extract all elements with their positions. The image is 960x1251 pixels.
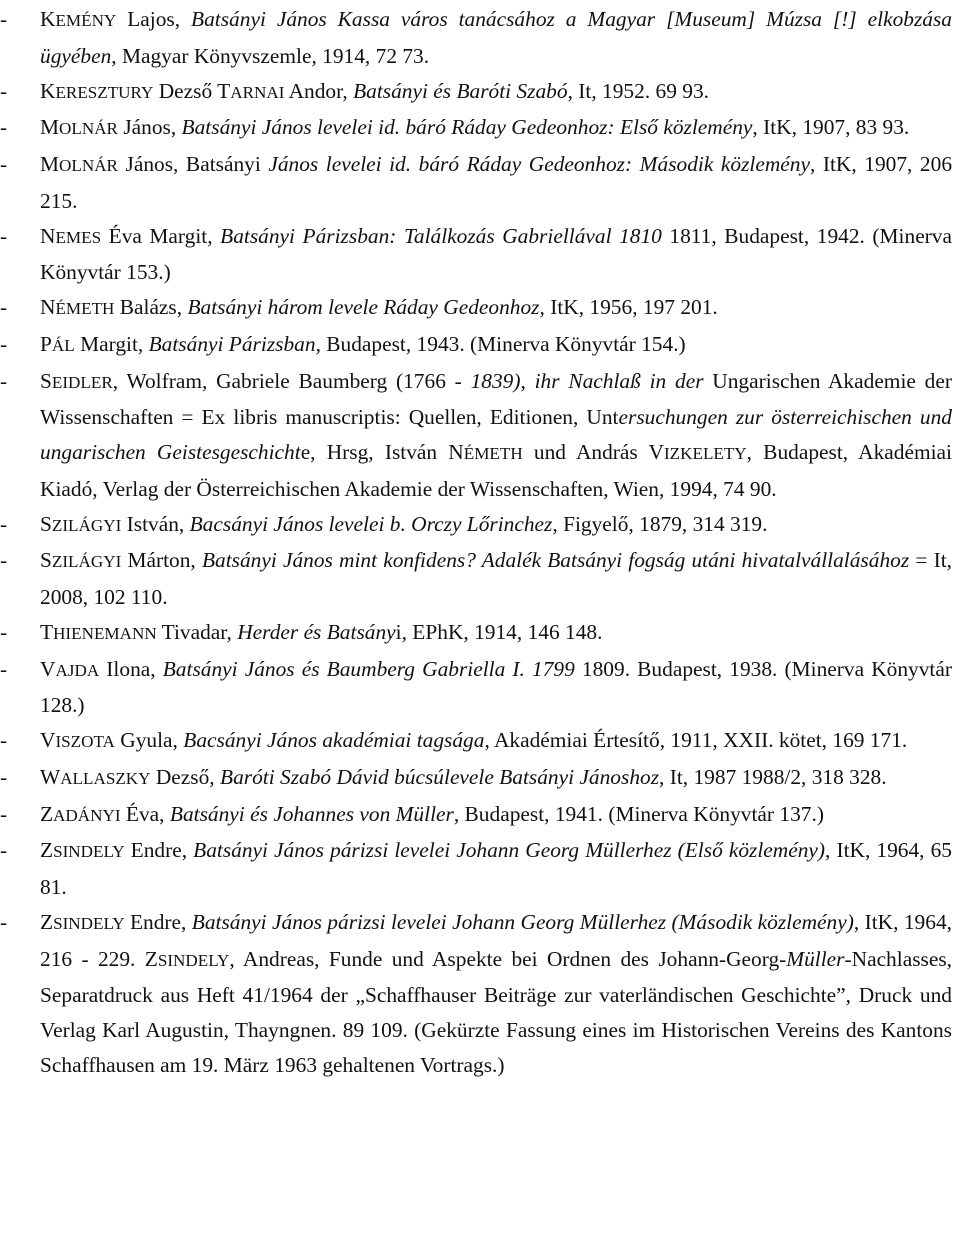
entry-author-surname: N	[448, 440, 464, 464]
entry-text: , Akadémiai Értesítő, 1911, XXII. kötet, 169 171.	[484, 728, 908, 752]
entry-author-surname: ADÁNYI	[53, 805, 121, 825]
entry-author-surname: Z	[40, 838, 54, 863]
entry-author-surname: ISZOTA	[55, 732, 115, 751]
entry-text: Éva,	[120, 801, 170, 826]
entry-title-text: Batsányi János párizsi levelei Johann Georg Müllerhez (Második közlemény)	[191, 909, 854, 934]
entry-text: , Figyelő, 1879, 314 319.	[552, 511, 768, 536]
entry-text: -Nachlasses, Separatdruck aus Heft 41/1964 der „Schaffhauser Beiträge zur vaterländischen Geschichte”, Druck und Verlag Karl Augustin, Thayngnen. 89 109. (Gekürzte Fassung eines im Historischen Vereins des Kantons Schaffhausen am 19. März 1963 gehaltenen Vortrags.)	[40, 946, 953, 1077]
entry-author-surname: M	[40, 115, 60, 140]
entry-text: , Budapest, 1941. (Minerva Könyvtár 137.)	[453, 801, 824, 826]
bibliography-entry	[0, 290, 952, 327]
entry-author-surname: EMES	[55, 227, 102, 247]
entry-dash: -	[0, 838, 8, 863]
bibliography-entry	[0, 74, 952, 111]
entry-dash: -	[0, 7, 8, 31]
entry-text: Márton,	[121, 548, 202, 573]
entry-title-text: Müller	[786, 946, 845, 971]
entry-author-surname: IZKELETY	[663, 444, 747, 463]
entry-text: , Budapest, 1943. (Minerva Könyvtár 154.)	[315, 331, 686, 356]
entry-text: , Andreas, Funde und Aspekte bei Ordnen des Johann-Georg-	[229, 946, 787, 971]
entry-dash: -	[0, 78, 8, 103]
entry-author-surname: ÉMETH	[55, 299, 115, 318]
entry-text: , ItK, 1907, 83 93.	[752, 115, 910, 140]
entry-author-surname: ERESZTURY	[55, 82, 154, 102]
entry-title-text: Batsányi három levele Ráday Gedeonhoz	[187, 295, 540, 319]
bibliography-entry	[0, 723, 952, 760]
entry-dash: -	[0, 295, 8, 319]
entry-author-surname: T	[217, 78, 231, 103]
entry-title-text: Batsányi Párizsban: Találkozás Gabriellával 1810	[220, 223, 662, 248]
entry-text: , Wolfram, Gabriele Baumberg (1766 -	[112, 368, 471, 393]
entry-author-surname: Z	[40, 801, 54, 826]
entry-author-surname: OLNÁR	[59, 156, 118, 175]
entry-title-text: ersuchungen zur österreichischen und ungarischen Geistesgeschicht	[40, 405, 952, 464]
bibliography-entry	[0, 507, 952, 544]
entry-text: i, EPhK, 1914, 146 148.	[395, 619, 603, 644]
entry-text: , ItK, 1964, 65 81.	[40, 838, 952, 899]
entry-text: , ItK, 1956, 197 201.	[539, 295, 718, 319]
entry-text: Gyula,	[114, 728, 184, 752]
entry-author-surname: S	[40, 511, 52, 536]
entry-text: Endre,	[124, 909, 192, 934]
bibliography-entry	[0, 833, 952, 905]
bibliography-entry	[0, 364, 952, 507]
entry-author-surname: HIENEMANN	[53, 623, 157, 643]
entry-author-surname: ÉMETH	[463, 444, 523, 463]
entry-text: Endre,	[124, 838, 194, 863]
bibliography-entry	[0, 110, 952, 147]
entry-text: Lajos,	[116, 7, 192, 31]
bibliography-entry	[0, 147, 952, 219]
bibliography-entry	[0, 219, 952, 291]
entry-author-surname: N	[40, 223, 56, 248]
entry-dash: -	[0, 728, 8, 752]
entry-text: , ItK, 1907, 206 215.	[40, 152, 953, 213]
entry-author-surname: Z	[40, 909, 54, 934]
entry-text: Ilona,	[99, 656, 163, 681]
bibliography-entry	[0, 327, 952, 364]
entry-text: = It, 2008, 102 110.	[40, 548, 952, 609]
entry-author-surname: V	[648, 440, 664, 464]
entry-dash: -	[0, 152, 8, 176]
entry-title-text: 1839), ihr Nachlaß in der	[470, 368, 704, 393]
entry-title-text: Herder és Batsány	[237, 619, 396, 644]
entry-author-surname: AJDA	[55, 660, 100, 680]
bibliography-entry	[0, 615, 952, 652]
entry-author-surname: ARNAI	[230, 82, 285, 102]
entry-author-surname: ZILÁGYI	[51, 515, 122, 535]
entry-author-surname: S	[40, 368, 52, 393]
bibliography-entry	[0, 797, 952, 834]
entry-author-surname: K	[40, 7, 56, 31]
bibliography-list	[0, 2, 952, 1083]
bibliography-entry	[0, 543, 952, 615]
entry-author-surname: P	[40, 331, 52, 356]
entry-text: Éva Margit,	[101, 223, 221, 248]
entry-author-surname: N	[40, 295, 56, 319]
bibliography-entry	[0, 2, 952, 74]
entry-dash: -	[0, 331, 8, 356]
entry-author-surname: ALLASZKY	[60, 768, 151, 788]
entry-text: János, Batsányi	[117, 152, 269, 176]
entry-text: Dezső	[153, 78, 218, 103]
entry-author-surname: V	[40, 728, 56, 752]
entry-title-text: Batsányi János levelei id. báró Ráday Gedeonhoz: Első közlemény	[181, 115, 753, 140]
entry-text: Tivadar,	[156, 619, 238, 644]
entry-text: Andor,	[284, 78, 354, 103]
entry-dash: -	[0, 801, 8, 826]
entry-dash: -	[0, 764, 8, 789]
entry-dash: -	[0, 511, 8, 536]
entry-author-surname: S	[40, 548, 52, 573]
entry-dash: -	[0, 115, 8, 140]
entry-text: und András	[522, 440, 649, 464]
entry-text: János,	[117, 115, 182, 140]
entry-text: e, Hrsg, István	[300, 440, 449, 464]
entry-title-text: Batsányi és Johannes von Müller	[169, 801, 454, 826]
entry-text: , It, 1952. 69 93.	[567, 78, 709, 103]
entry-text: , Magyar Könyvszemle, 1914, 72 73.	[111, 43, 430, 68]
entry-author-surname: K	[40, 78, 56, 103]
entry-dash: -	[0, 909, 8, 934]
bibliography-entry	[0, 652, 952, 724]
entry-author-surname: EMÉNY	[55, 11, 117, 30]
entry-text: Dezső,	[150, 764, 220, 789]
entry-text: , ItK, 1964, 216 - 229.	[40, 909, 952, 971]
entry-author-surname: ÁL	[51, 335, 75, 355]
entry-title-text: Batsányi János Kassa város tanácsához a Magyar [Museum] Múzsa [!] elkobzása ügyében	[40, 7, 952, 68]
entry-dash: -	[0, 548, 8, 573]
entry-title-text: Baróti Szabó Dávid búcsúlevele Batsányi Jánoshoz	[220, 764, 660, 789]
entry-title-text: Bacsányi János akadémiai tagsága	[183, 728, 485, 752]
entry-author-surname: SINDELY	[157, 950, 230, 970]
entry-author-surname: SINDELY	[53, 842, 125, 862]
entry-title-text: Batsányi János és Baumberg Gabriella I. 1799	[162, 656, 575, 681]
entry-dash: -	[0, 223, 8, 248]
entry-text: 1811, Budapest, 1942. (Minerva Könyvtár 153.)	[40, 223, 952, 285]
entry-author-surname: SINDELY	[53, 913, 125, 933]
entry-title-text: János levelei id. báró Ráday Gedeonhoz: Második közlemény	[268, 152, 810, 176]
entry-text: 1809. Budapest, 1938. (Minerva Könyvtár 128.)	[40, 656, 952, 718]
entry-author-surname: ZILÁGYI	[51, 552, 122, 572]
entry-author-surname: EIDLER	[51, 372, 113, 392]
entry-dash: -	[0, 656, 8, 681]
entry-text: Ungarischen Akademie der Wissenschaften = Ex libris manuscriptis: Quellen, Editionen, Unt	[40, 368, 952, 430]
entry-title-text: Batsányi Párizsban	[148, 331, 316, 356]
entry-title-text: Bacsányi János levelei b. Orczy Lőrinchez	[189, 511, 553, 536]
entry-title-text: Batsányi János párizsi levelei Johann Georg Müllerhez (Első közlemény)	[193, 838, 826, 863]
entry-title-text: Batsányi és Baróti Szabó	[353, 78, 568, 103]
bibliography-entry	[0, 760, 952, 797]
entry-title-text: Batsányi János mint konfidens? Adalék Batsányi fogság utáni hivatalvállalásához	[201, 548, 910, 573]
entry-author-surname: T	[40, 619, 54, 644]
entry-author-surname: M	[40, 152, 60, 176]
entry-text: , Budapest, Akadémiai Kiadó, Verlag der Österreichischen Akademie der Wissenschaften, Wien, 1994, 74 90.	[40, 440, 952, 501]
entry-text: István,	[121, 511, 190, 536]
entry-text: , It, 1987 1988/2, 318 328.	[659, 764, 887, 789]
entry-text: Balázs,	[114, 295, 188, 319]
entry-text: Margit,	[74, 331, 149, 356]
entry-author-surname: V	[40, 656, 56, 681]
bibliography-entry	[0, 905, 952, 1083]
entry-author-surname: Z	[144, 946, 158, 971]
entry-dash: -	[0, 619, 8, 644]
entry-dash: -	[0, 368, 8, 393]
entry-author-surname: OLNÁR	[59, 119, 118, 139]
entry-author-surname: W	[40, 764, 61, 789]
